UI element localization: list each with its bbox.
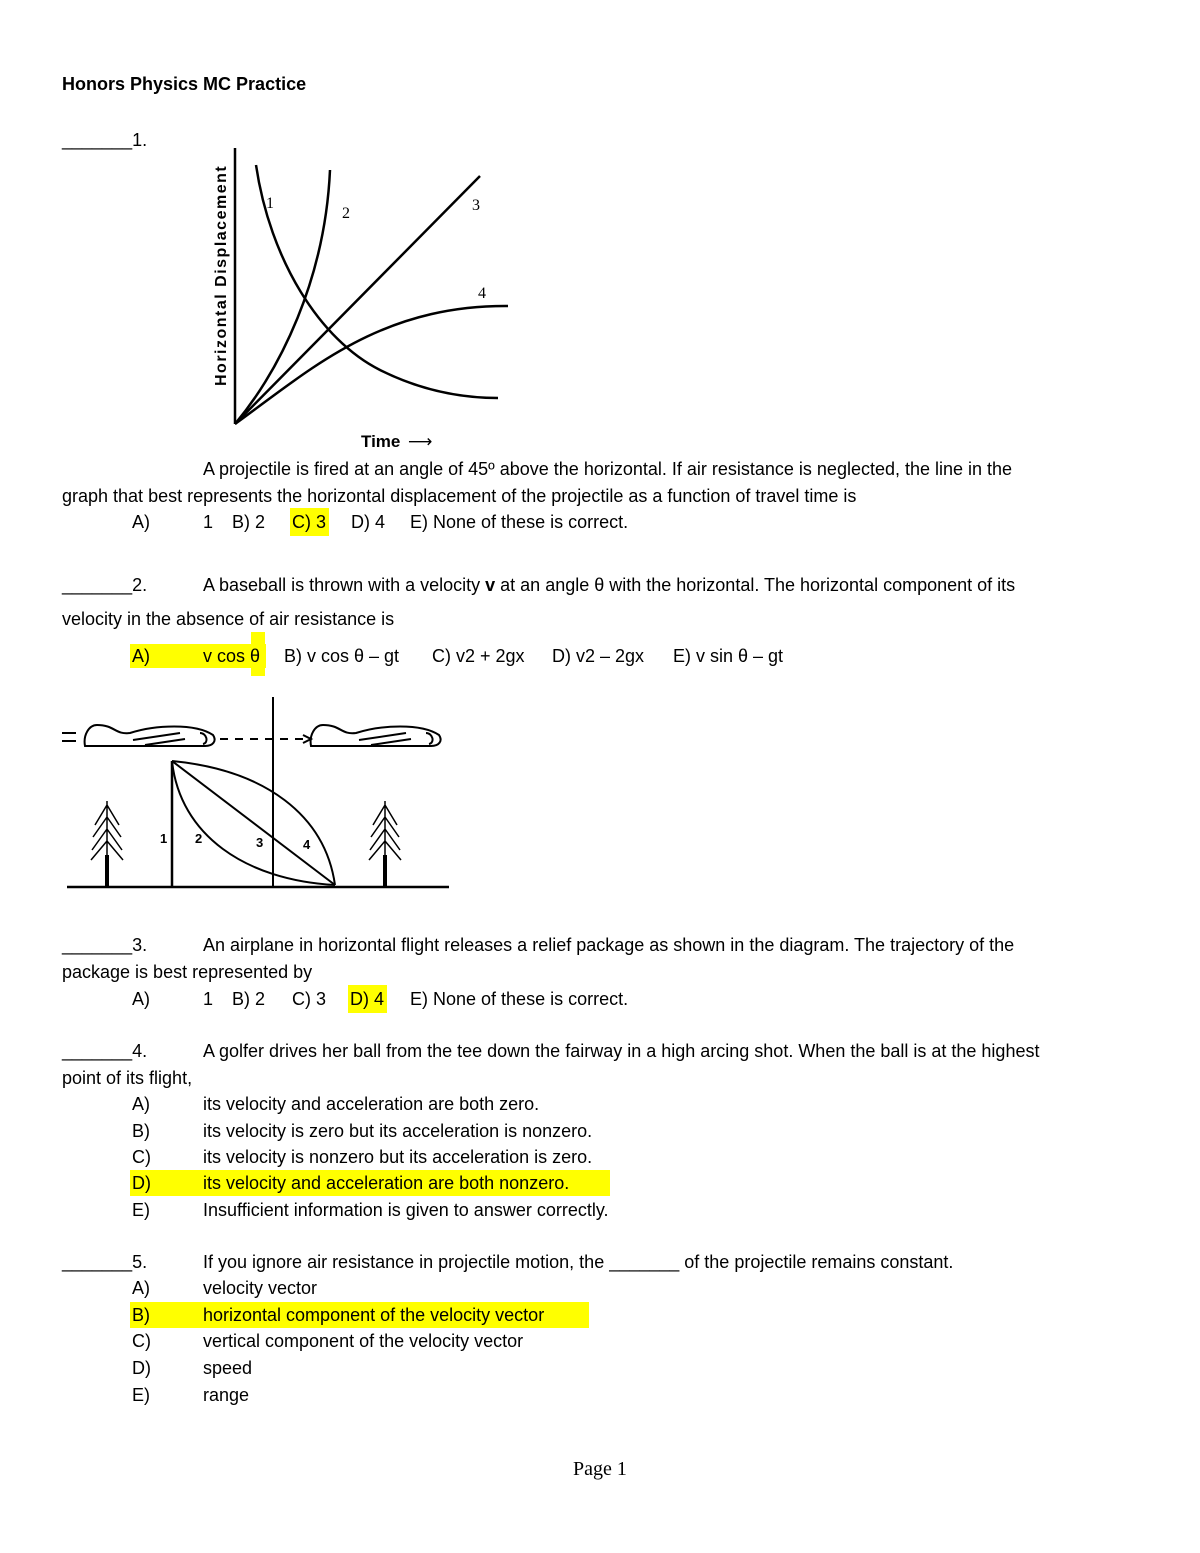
q4-option-c-label: C) xyxy=(132,1147,151,1167)
trajectory-label-2: 2 xyxy=(195,831,203,846)
airplane-detail xyxy=(359,733,433,745)
question-number: 5. xyxy=(132,1252,148,1272)
q5-option-c-label: C) xyxy=(132,1331,151,1351)
q3-option-a-label: A) xyxy=(132,989,150,1009)
q4-option-b: its velocity is zero but its acceleration is nonzero. xyxy=(203,1121,593,1141)
q5-header xyxy=(62,1250,147,1274)
curve-label-4: 4 xyxy=(478,285,486,302)
q1-option-d: D) 4 xyxy=(351,512,386,532)
answer-blank: _______ xyxy=(62,1252,133,1272)
q1-header xyxy=(62,128,147,152)
q4-option-a-label: A) xyxy=(132,1094,150,1114)
q1-stem-line1: A projectile is fired at an angle of 45º above the horizontal. If air resistance is neglected, the line in the xyxy=(203,459,1013,479)
tree-icon xyxy=(91,801,123,887)
airplane-detail xyxy=(133,733,207,745)
q4-option-e: Insufficient information is given to answer correctly. xyxy=(203,1200,609,1220)
x-axis-arrow-icon: ⟶ xyxy=(408,432,433,452)
curve-2 xyxy=(235,170,330,424)
q2-option-e: E) v sin θ – gt xyxy=(673,646,784,666)
question-number: 3. xyxy=(132,935,148,955)
y-axis-label: Horizontal Displacement xyxy=(213,164,230,386)
q1-stem-line2: graph that best represents the horizontal displacement of the projectile as a function of travel time is xyxy=(62,486,857,506)
q3-stem-line2: package is best represented by xyxy=(62,962,313,982)
q5-option-c: vertical component of the velocity vector xyxy=(203,1331,524,1351)
q3-option-e: E) None of these is correct. xyxy=(410,989,629,1009)
q1-option-b: B) 2 xyxy=(232,512,266,532)
airplane-drop-diagram xyxy=(55,695,455,895)
q2-stem-pre: A baseball is thrown with a velocity xyxy=(203,575,486,595)
q5-option-a-label: A) xyxy=(132,1278,150,1298)
q2-stem-v: v xyxy=(485,575,496,595)
q2-option-d: D) v2 – 2gx xyxy=(552,646,645,666)
q4-option-d: its velocity and acceleration are both nonzero. xyxy=(203,1173,570,1193)
q3-option-c: C) 3 xyxy=(292,989,327,1009)
q2-option-c: C) v2 + 2gx xyxy=(432,646,525,666)
q5-option-d-label: D) xyxy=(132,1358,151,1378)
q4-option-c: its velocity is nonzero but its acceleration is zero. xyxy=(203,1147,593,1167)
q5-option-a: velocity vector xyxy=(203,1278,318,1298)
tree-icon xyxy=(369,801,401,887)
curve-label-1: 1 xyxy=(266,195,274,212)
q4-option-b-label: B) xyxy=(132,1121,150,1141)
q2-stem-post: at an angle θ with the horizontal. The horizontal component of its xyxy=(495,575,1016,595)
q2-stem-line1 xyxy=(203,573,1015,597)
answer-blank: _______ xyxy=(62,935,133,955)
q1-option-a-label: A) xyxy=(132,512,150,532)
q5-option-b: horizontal component of the velocity vector xyxy=(203,1305,545,1325)
page-number: Page 1 xyxy=(573,1458,627,1480)
q4-stem-line1: A golfer drives her ball from the tee down the fairway in a high arcing shot. When the ball is at the highest xyxy=(203,1041,1040,1061)
q3-header xyxy=(62,933,147,957)
trajectory-label-1: 1 xyxy=(160,831,168,846)
x-axis-label: Time xyxy=(361,432,401,451)
displacement-time-graph xyxy=(190,140,530,460)
q5-option-d: speed xyxy=(203,1358,253,1378)
q5-option-b-label: B) xyxy=(132,1305,150,1325)
answer-blank: _______ xyxy=(62,130,133,150)
q2-header xyxy=(62,573,147,597)
question-number: 2. xyxy=(132,575,148,595)
q2-stem-line2: velocity in the absence of air resistance is xyxy=(62,609,395,629)
q4-header xyxy=(62,1039,147,1063)
question-number: 4. xyxy=(132,1041,148,1061)
curve-label-2: 2 xyxy=(342,205,350,222)
q2-option-b: B) v cos θ – gt xyxy=(284,646,400,666)
q5-stem: If you ignore air resistance in projectile motion, the _______ of the projectile remains constant. xyxy=(203,1252,954,1272)
q4-stem-line2: point of its flight, xyxy=(62,1068,193,1088)
q2-option-a-value: v cos θ xyxy=(203,646,261,666)
trajectory-label-3: 3 xyxy=(256,835,264,850)
page-title: Honors Physics MC Practice xyxy=(62,74,307,94)
q1-option-e: E) None of these is correct. xyxy=(410,512,629,532)
airplane-icon xyxy=(311,725,441,746)
q3-stem-line1: An airplane in horizontal flight releases a relief package as shown in the diagram. The trajectory of the xyxy=(203,935,1015,955)
curve-3 xyxy=(235,176,480,424)
airplane-icon xyxy=(85,725,215,746)
answer-blank: _______ xyxy=(62,575,133,595)
q2-option-a-label: A) xyxy=(132,646,150,666)
q3-option-d-highlighted: D) 4 xyxy=(348,985,387,1013)
trajectory-label-4: 4 xyxy=(303,837,311,852)
q5-option-e-label: E) xyxy=(132,1385,150,1405)
q4-option-e-label: E) xyxy=(132,1200,150,1220)
question-number: 1. xyxy=(132,130,148,150)
q3-option-a: 1 xyxy=(203,989,214,1009)
q1-option-a: 1 xyxy=(203,512,214,532)
curve-label-3: 3 xyxy=(472,197,480,214)
q4-option-a: its velocity and acceleration are both zero. xyxy=(203,1094,540,1114)
q1-option-c-highlighted: C) 3 xyxy=(290,508,329,536)
q4-option-d-label: D) xyxy=(132,1173,151,1193)
q3-option-b: B) 2 xyxy=(232,989,266,1009)
q5-option-e: range xyxy=(203,1385,250,1405)
answer-blank: _______ xyxy=(62,1041,133,1061)
